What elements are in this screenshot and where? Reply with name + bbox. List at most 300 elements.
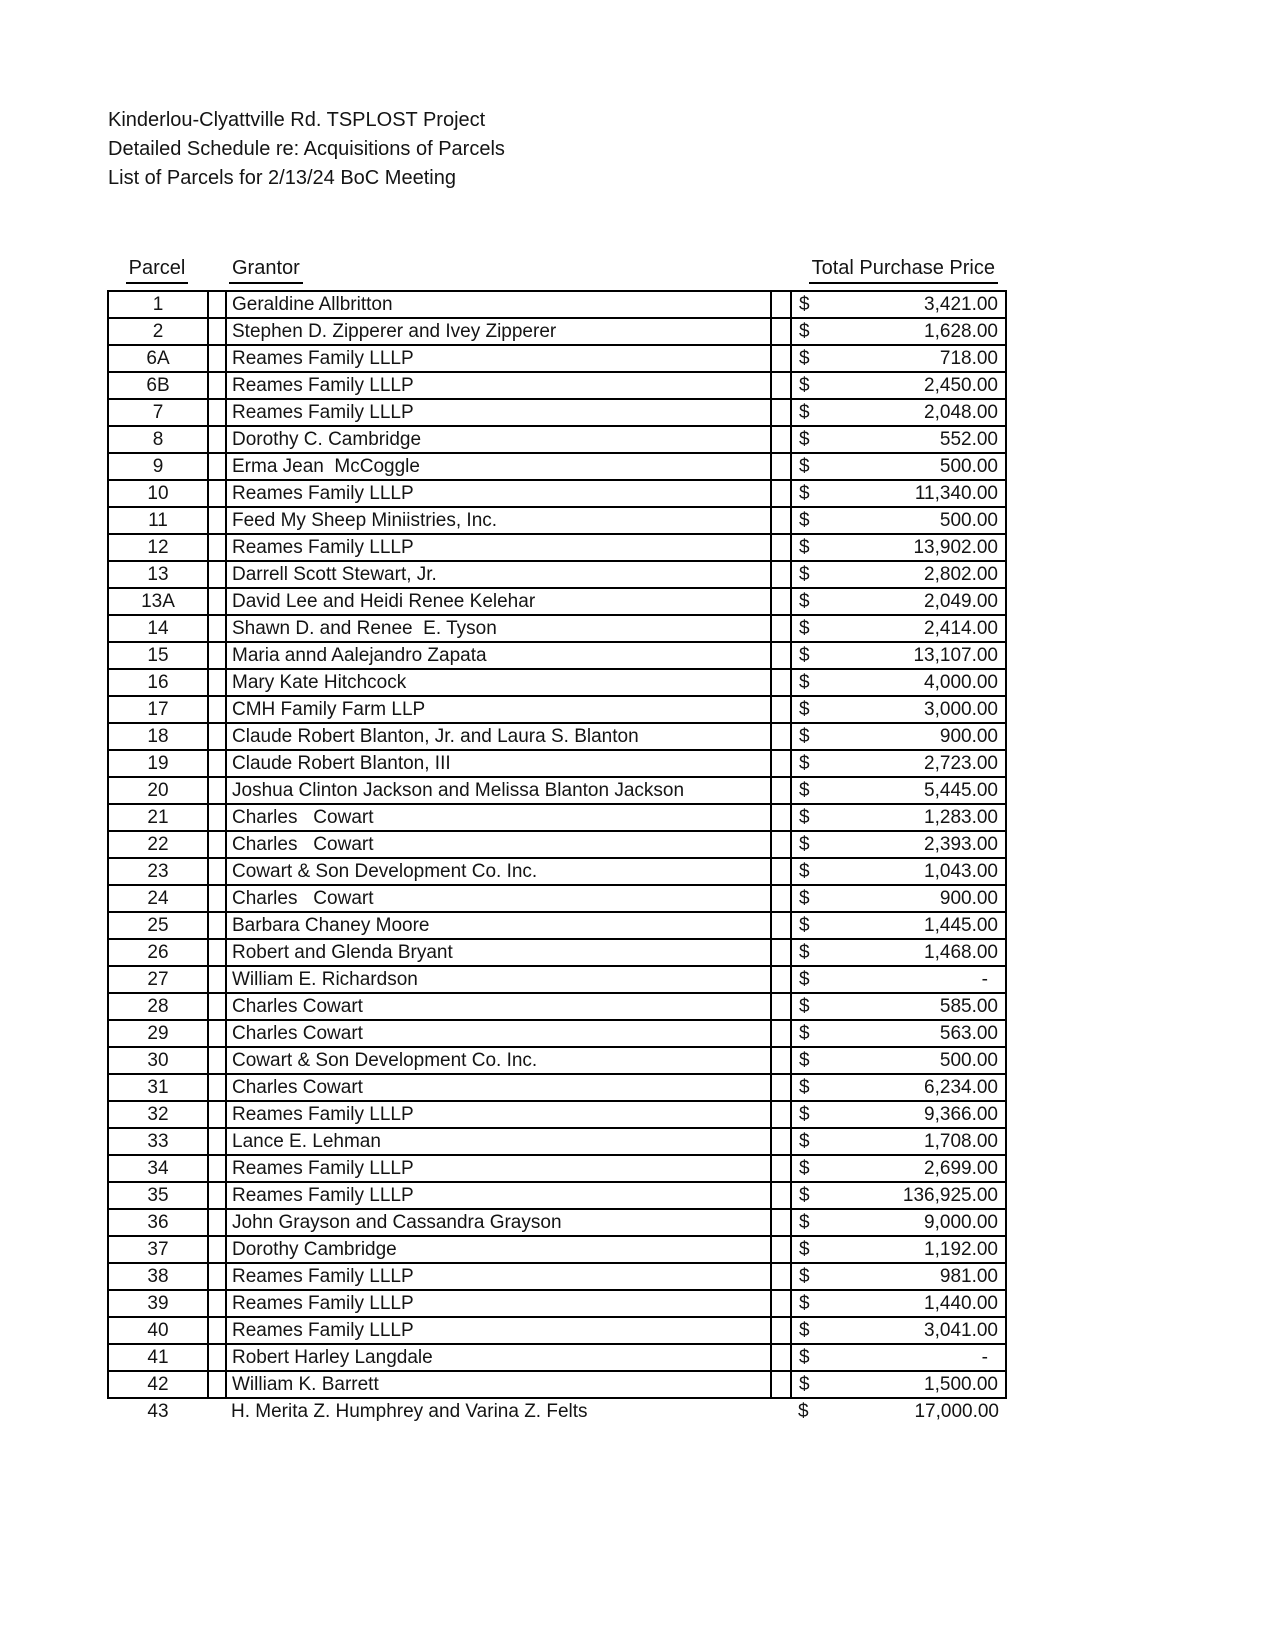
spacer-cell xyxy=(771,966,791,993)
parcel-cell: 18 xyxy=(108,723,208,750)
document-subtitle: Detailed Schedule re: Acquisitions of Parcels xyxy=(108,138,505,160)
price-cell-inner xyxy=(792,942,1005,964)
price-cell xyxy=(791,642,1006,669)
parcel-column-header-label: Parcel xyxy=(126,257,189,284)
currency-symbol: $ xyxy=(799,1157,810,1179)
spacer-cell xyxy=(771,615,791,642)
table-row xyxy=(108,1020,1006,1047)
price-cell-inner xyxy=(792,780,1005,802)
currency-symbol: $ xyxy=(799,833,810,855)
price-cell-inner xyxy=(792,996,1005,1018)
spacer-cell xyxy=(771,1047,791,1074)
price-cell xyxy=(791,1101,1006,1128)
parcel-cell: 37 xyxy=(108,1236,208,1263)
price-cell xyxy=(791,507,1006,534)
price-cell-inner xyxy=(792,591,1005,613)
spacer-cell xyxy=(771,642,791,669)
parcel-cell: 35 xyxy=(108,1182,208,1209)
amount-value: 500.00 xyxy=(939,1049,998,1071)
grantor-cell: David Lee and Heidi Renee Kelehar xyxy=(226,588,771,615)
table-row xyxy=(108,588,1006,615)
spacer-cell xyxy=(771,1371,791,1398)
grantor-cell: Claude Robert Blanton, Jr. and Laura S. Blanton xyxy=(226,723,771,750)
parcel-cell: 16 xyxy=(108,669,208,696)
spacer-cell xyxy=(771,669,791,696)
table-column-headers xyxy=(107,257,1005,284)
currency-symbol: $ xyxy=(799,1292,810,1314)
spacer-cell xyxy=(771,1263,791,1290)
price-cell xyxy=(791,1263,1006,1290)
currency-symbol: $ xyxy=(799,698,810,720)
price-cell xyxy=(791,480,1006,507)
price-cell xyxy=(791,1128,1006,1155)
spacer-cell xyxy=(208,939,226,966)
currency-symbol: $ xyxy=(799,455,810,477)
spacer-cell xyxy=(208,912,226,939)
price-column-header-label: Total Purchase Price xyxy=(809,257,998,284)
spacer-cell xyxy=(771,426,791,453)
currency-symbol: $ xyxy=(799,1022,810,1044)
price-cell-inner xyxy=(792,1347,1005,1369)
currency-symbol: $ xyxy=(799,806,810,828)
amount-value: 2,414.00 xyxy=(924,617,998,639)
spacer-cell xyxy=(208,507,226,534)
price-cell xyxy=(791,696,1006,723)
currency-symbol: $ xyxy=(799,1319,810,1341)
parcel-cell: 21 xyxy=(108,804,208,831)
spacer-cell xyxy=(208,750,226,777)
price-cell-inner xyxy=(792,1104,1005,1126)
currency-symbol: $ xyxy=(799,914,810,936)
currency-symbol: $ xyxy=(799,509,810,531)
price-cell xyxy=(791,1047,1006,1074)
amount-value: 5,445.00 xyxy=(924,779,998,801)
grantor-cell: William K. Barrett xyxy=(226,1371,771,1398)
currency-symbol: $ xyxy=(799,428,810,450)
spacer-cell xyxy=(208,1128,226,1155)
grantor-cell: Reames Family LLLP xyxy=(226,1290,771,1317)
price-cell xyxy=(791,993,1006,1020)
parcel-cell: 43 xyxy=(147,1401,169,1422)
price-cell xyxy=(791,1074,1006,1101)
parcel-cell: 8 xyxy=(108,426,208,453)
amount-value: 900.00 xyxy=(939,725,998,747)
price-cell-inner xyxy=(792,429,1005,451)
spacer-cell xyxy=(208,1074,226,1101)
table-row xyxy=(108,777,1006,804)
spacer-cell xyxy=(771,588,791,615)
price-cell xyxy=(791,966,1006,993)
currency-symbol: $ xyxy=(799,1211,810,1233)
parcel-column-header xyxy=(107,257,207,284)
grantor-cell: Claude Robert Blanton, III xyxy=(226,750,771,777)
parcel-cell: 25 xyxy=(108,912,208,939)
price-cell-inner xyxy=(792,1077,1005,1099)
amount-value: 981.00 xyxy=(939,1265,998,1287)
table-row xyxy=(108,1344,1006,1371)
currency-symbol: $ xyxy=(799,617,810,639)
spacer-cell xyxy=(208,399,226,426)
amount-value: 1,445.00 xyxy=(924,914,998,936)
price-cell-inner xyxy=(792,348,1005,370)
amount-value: 1,500.00 xyxy=(924,1373,998,1395)
table-row xyxy=(108,372,1006,399)
price-cell xyxy=(791,1317,1006,1344)
spacer-cell xyxy=(771,1236,791,1263)
grantor-cell: William E. Richardson xyxy=(226,966,771,993)
price-cell-inner xyxy=(791,1401,1006,1423)
price-cell-inner xyxy=(792,321,1005,343)
price-cell xyxy=(791,588,1006,615)
document-title-block xyxy=(108,106,505,193)
grantor-cell: Barbara Chaney Moore xyxy=(226,912,771,939)
price-cell xyxy=(791,291,1006,318)
grantor-cell: John Grayson and Cassandra Grayson xyxy=(226,1209,771,1236)
table-row xyxy=(108,669,1006,696)
price-cell-inner xyxy=(792,456,1005,478)
currency-symbol: $ xyxy=(799,482,810,504)
spacer-cell xyxy=(771,1209,791,1236)
amount-value: 1,708.00 xyxy=(924,1130,998,1152)
parcel-cell: 20 xyxy=(108,777,208,804)
table-row xyxy=(108,426,1006,453)
spacer-cell xyxy=(208,426,226,453)
spacer-cell xyxy=(208,345,226,372)
price-cell xyxy=(791,1371,1006,1398)
spacer-cell xyxy=(771,345,791,372)
grantor-cell: Reames Family LLLP xyxy=(226,480,771,507)
price-cell-inner xyxy=(792,861,1005,883)
grantor-cell: Feed My Sheep Miniistries, Inc. xyxy=(226,507,771,534)
grantor-cell: Reames Family LLLP xyxy=(226,372,771,399)
price-cell xyxy=(791,858,1006,885)
spacer-cell xyxy=(771,372,791,399)
currency-symbol: $ xyxy=(799,752,810,774)
spacer-cell xyxy=(771,1020,791,1047)
spacer-cell xyxy=(208,1290,226,1317)
table-row xyxy=(108,1290,1006,1317)
parcel-cell: 23 xyxy=(108,858,208,885)
price-cell xyxy=(791,1155,1006,1182)
price-cell-inner xyxy=(792,1212,1005,1234)
amount-value: 1,192.00 xyxy=(924,1238,998,1260)
table-row xyxy=(108,1074,1006,1101)
price-cell-inner xyxy=(792,1158,1005,1180)
price-cell-inner xyxy=(792,1374,1005,1396)
price-cell xyxy=(791,534,1006,561)
parcel-cell: 29 xyxy=(108,1020,208,1047)
amount-value: - xyxy=(981,1346,988,1368)
price-cell xyxy=(791,615,1006,642)
spacer-cell xyxy=(208,1209,226,1236)
amount-value: 1,283.00 xyxy=(924,806,998,828)
document-subtitle-2: List of Parcels for 2/13/24 BoC Meeting xyxy=(108,167,456,189)
price-cell xyxy=(791,372,1006,399)
amount-value: 2,699.00 xyxy=(924,1157,998,1179)
spacer-cell xyxy=(208,1101,226,1128)
price-cell-inner xyxy=(792,753,1005,775)
spacer-cell xyxy=(208,588,226,615)
grantor-cell: Maria annd Aalejandro Zapata xyxy=(226,642,771,669)
spacer-cell xyxy=(208,1182,226,1209)
spacer-cell xyxy=(771,993,791,1020)
spacer-cell xyxy=(208,318,226,345)
spacer-cell xyxy=(208,1236,226,1263)
parcel-cell: 32 xyxy=(108,1101,208,1128)
price-cell-inner xyxy=(792,672,1005,694)
price-cell-inner xyxy=(792,1131,1005,1153)
grantor-cell: Robert and Glenda Bryant xyxy=(226,939,771,966)
grantor-cell: Cowart & Son Development Co. Inc. xyxy=(226,1047,771,1074)
grantor-cell: Reames Family LLLP xyxy=(226,534,771,561)
price-cell-inner xyxy=(792,510,1005,532)
currency-symbol: $ xyxy=(799,1103,810,1125)
currency-symbol: $ xyxy=(799,1049,810,1071)
grantor-cell: Robert Harley Langdale xyxy=(226,1344,771,1371)
grantor-cell: Geraldine Allbritton xyxy=(226,291,771,318)
price-cell xyxy=(791,1344,1006,1371)
amount-value: 3,421.00 xyxy=(924,293,998,315)
spacer-cell xyxy=(208,669,226,696)
spacer-cell xyxy=(208,831,226,858)
table-row xyxy=(108,1101,1006,1128)
spacer-cell xyxy=(208,1155,226,1182)
grantor-cell: Charles Cowart xyxy=(226,1020,771,1047)
amount-value: 136,925.00 xyxy=(902,1184,998,1206)
spacer-cell xyxy=(771,1101,791,1128)
table-row xyxy=(108,1155,1006,1182)
amount-value: 2,393.00 xyxy=(924,833,998,855)
grantor-cell: Charles Cowart xyxy=(226,1074,771,1101)
table-row xyxy=(108,750,1006,777)
amount-value: 2,048.00 xyxy=(924,401,998,423)
parcel-cell: 6A xyxy=(108,345,208,372)
price-cell xyxy=(791,1209,1006,1236)
spacer-cell xyxy=(771,1155,791,1182)
spacer-cell xyxy=(771,561,791,588)
currency-symbol: $ xyxy=(799,1130,810,1152)
spacer-cell xyxy=(208,453,226,480)
currency-symbol: $ xyxy=(799,860,810,882)
spacer-cell xyxy=(208,1344,226,1371)
price-cell-inner xyxy=(792,618,1005,640)
table-row xyxy=(108,399,1006,426)
parcel-cell: 36 xyxy=(108,1209,208,1236)
price-cell xyxy=(791,1182,1006,1209)
spacer-cell xyxy=(771,885,791,912)
spacer-cell xyxy=(771,507,791,534)
amount-value: 2,049.00 xyxy=(924,590,998,612)
price-cell xyxy=(791,561,1006,588)
table-row xyxy=(108,1371,1006,1398)
amount-value: 500.00 xyxy=(939,509,998,531)
parcel-cell: 39 xyxy=(108,1290,208,1317)
parcel-cell: 22 xyxy=(108,831,208,858)
spacer-cell xyxy=(208,993,226,1020)
spacer-cell xyxy=(771,939,791,966)
spacer-cell xyxy=(208,1047,226,1074)
spacer-cell xyxy=(771,831,791,858)
price-cell xyxy=(791,318,1006,345)
amount-value: 4,000.00 xyxy=(924,671,998,693)
amount-value: 2,723.00 xyxy=(924,752,998,774)
price-cell-inner xyxy=(792,537,1005,559)
price-cell xyxy=(791,1398,1006,1425)
grantor-cell: Shawn D. and Renee E. Tyson xyxy=(226,615,771,642)
parcel-cell: 40 xyxy=(108,1317,208,1344)
spacer-cell xyxy=(771,858,791,885)
grantor-cell: Darrell Scott Stewart, Jr. xyxy=(226,561,771,588)
table-row xyxy=(108,939,1006,966)
parcel-cell: 34 xyxy=(108,1155,208,1182)
table-row xyxy=(108,1209,1006,1236)
grantor-cell: Lance E. Lehman xyxy=(226,1128,771,1155)
spacer-cell xyxy=(771,1317,791,1344)
table-row xyxy=(108,858,1006,885)
grantor-cell: Charles Cowart xyxy=(226,831,771,858)
grantor-cell: Reames Family LLLP xyxy=(226,1317,771,1344)
table-row xyxy=(108,561,1006,588)
spacer-cell xyxy=(208,1263,226,1290)
spacer-cell xyxy=(208,480,226,507)
grantor-cell: Reames Family LLLP xyxy=(226,1263,771,1290)
table-row xyxy=(108,507,1006,534)
table-row xyxy=(108,804,1006,831)
parcel-cell: 41 xyxy=(108,1344,208,1371)
price-cell-inner xyxy=(792,1320,1005,1342)
amount-value: - xyxy=(981,968,988,990)
price-cell xyxy=(791,1020,1006,1047)
price-cell xyxy=(791,885,1006,912)
grantor-cell: Mary Kate Hitchcock xyxy=(226,669,771,696)
spacer-cell xyxy=(208,858,226,885)
grantor-cell: Charles Cowart xyxy=(226,885,771,912)
spacer-cell xyxy=(771,723,791,750)
parcel-cell: 13 xyxy=(108,561,208,588)
amount-value: 13,902.00 xyxy=(913,536,998,558)
parcel-cell: 27 xyxy=(108,966,208,993)
spacer-cell xyxy=(208,291,226,318)
spacer-cell xyxy=(771,1182,791,1209)
spacer-cell xyxy=(771,291,791,318)
spacer-cell xyxy=(208,966,226,993)
parcel-cell: 24 xyxy=(108,885,208,912)
amount-value: 1,468.00 xyxy=(924,941,998,963)
grantor-cell: Reames Family LLLP xyxy=(226,1182,771,1209)
price-cell-inner xyxy=(792,1023,1005,1045)
parcel-table-body xyxy=(108,291,1006,1425)
amount-value: 17,000.00 xyxy=(914,1401,999,1422)
parcel-cell: 31 xyxy=(108,1074,208,1101)
price-cell-inner xyxy=(792,1050,1005,1072)
parcel-cell: 6B xyxy=(108,372,208,399)
amount-value: 500.00 xyxy=(939,455,998,477)
amount-value: 1,043.00 xyxy=(924,860,998,882)
grantor-cell: Reames Family LLLP xyxy=(226,345,771,372)
table-row xyxy=(108,1182,1006,1209)
price-cell xyxy=(791,939,1006,966)
parcel-cell: 19 xyxy=(108,750,208,777)
parcel-cell: 12 xyxy=(108,534,208,561)
currency-symbol: $ xyxy=(799,563,810,585)
price-cell-inner xyxy=(792,1239,1005,1261)
spacer-cell xyxy=(208,696,226,723)
spacer-cell xyxy=(771,696,791,723)
currency-symbol: $ xyxy=(799,347,810,369)
table-row xyxy=(108,318,1006,345)
currency-symbol: $ xyxy=(799,941,810,963)
currency-symbol: $ xyxy=(799,320,810,342)
table-row xyxy=(108,480,1006,507)
currency-symbol: $ xyxy=(799,401,810,423)
price-cell xyxy=(791,453,1006,480)
currency-symbol: $ xyxy=(799,590,810,612)
price-cell xyxy=(791,1236,1006,1263)
price-column-header xyxy=(770,257,1005,284)
price-cell xyxy=(791,345,1006,372)
price-cell-inner xyxy=(792,402,1005,424)
price-cell xyxy=(791,1290,1006,1317)
spacer-cell xyxy=(208,1317,226,1344)
spacer-cell xyxy=(208,1398,226,1425)
grantor-cell: Cowart & Son Development Co. Inc. xyxy=(226,858,771,885)
price-cell-inner xyxy=(792,807,1005,829)
currency-symbol: $ xyxy=(799,671,810,693)
currency-symbol: $ xyxy=(799,1076,810,1098)
parcel-cell: 17 xyxy=(108,696,208,723)
spacer-cell xyxy=(771,1128,791,1155)
parcel-cell: 42 xyxy=(108,1371,208,1398)
currency-symbol: $ xyxy=(798,1401,809,1422)
price-cell xyxy=(791,750,1006,777)
amount-value: 718.00 xyxy=(939,347,998,369)
grantor-cell: Reames Family LLLP xyxy=(226,1101,771,1128)
table-row xyxy=(108,1128,1006,1155)
grantor-column-header-label: Grantor xyxy=(229,257,303,284)
parcel-cell: 13A xyxy=(108,588,208,615)
price-cell xyxy=(791,831,1006,858)
grantor-column-header xyxy=(225,257,770,284)
currency-symbol: $ xyxy=(799,644,810,666)
spacer-cell xyxy=(208,777,226,804)
table-row xyxy=(108,345,1006,372)
price-cell-inner xyxy=(792,1293,1005,1315)
table-row xyxy=(108,1398,1006,1425)
price-cell-inner xyxy=(792,915,1005,937)
currency-symbol: $ xyxy=(799,779,810,801)
price-cell-inner xyxy=(792,375,1005,397)
amount-value: 11,340.00 xyxy=(914,482,998,504)
spacer-cell xyxy=(771,1344,791,1371)
amount-value: 1,628.00 xyxy=(924,320,998,342)
currency-symbol: $ xyxy=(799,887,810,909)
amount-value: 2,802.00 xyxy=(924,563,998,585)
table-row xyxy=(108,912,1006,939)
table-row xyxy=(108,615,1006,642)
spacer-cell xyxy=(208,885,226,912)
spacer-cell xyxy=(771,804,791,831)
parcel-cell: 38 xyxy=(108,1263,208,1290)
parcel-cell: 30 xyxy=(108,1047,208,1074)
amount-value: 9,366.00 xyxy=(924,1103,998,1125)
spacer-cell xyxy=(208,642,226,669)
grantor-cell: Joshua Clinton Jackson and Melissa Blanton Jackson xyxy=(226,777,771,804)
amount-value: 585.00 xyxy=(939,995,998,1017)
spacer-cell xyxy=(208,804,226,831)
amount-value: 1,440.00 xyxy=(924,1292,998,1314)
table-row xyxy=(108,993,1006,1020)
table-row xyxy=(108,642,1006,669)
